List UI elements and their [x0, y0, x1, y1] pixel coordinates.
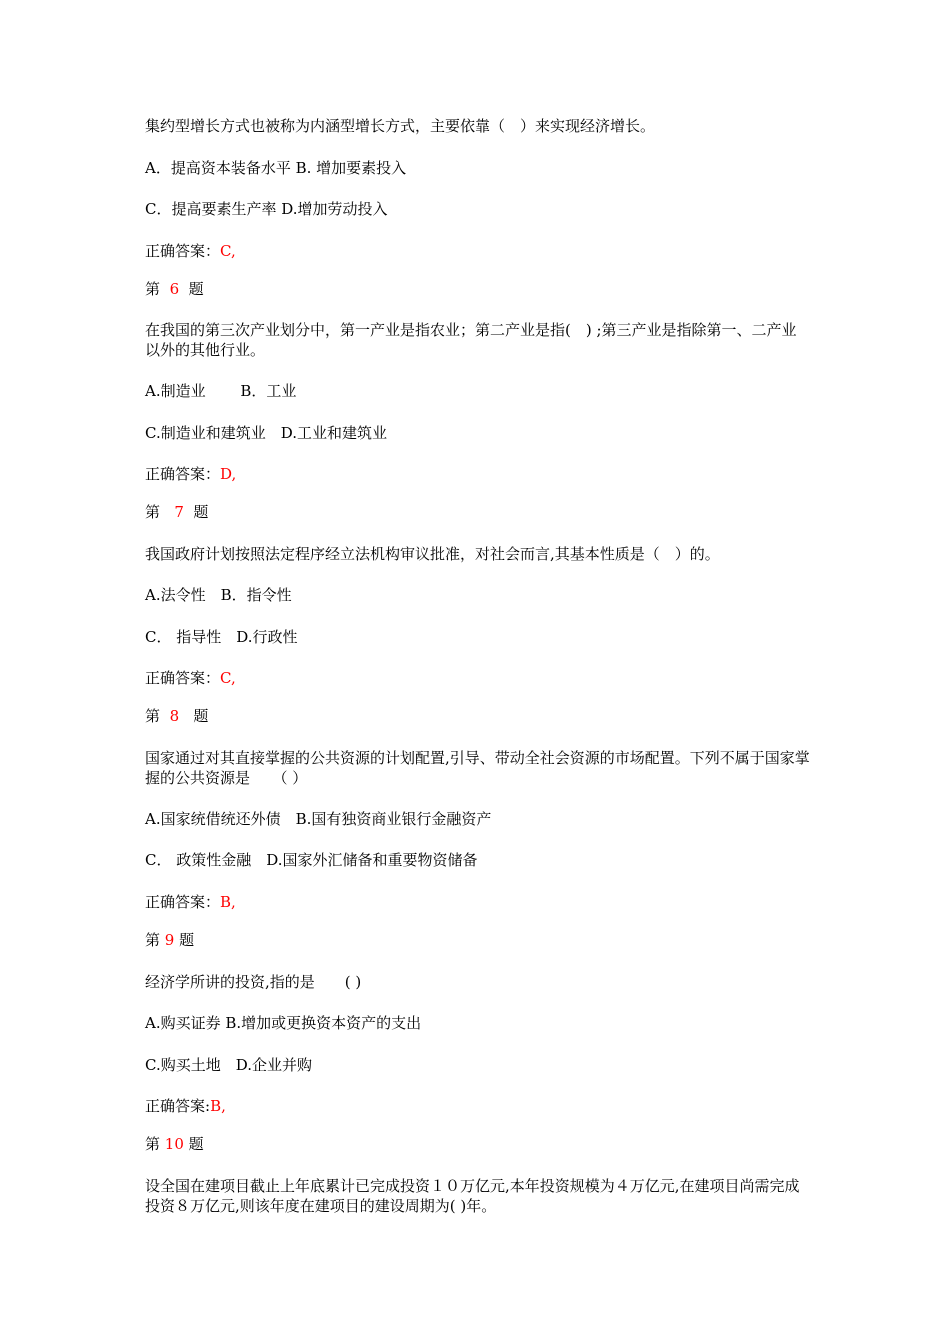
- answer-value: C,: [220, 242, 236, 260]
- answer-value: C,: [220, 669, 236, 687]
- question-number: 9: [164, 931, 175, 949]
- question-6-header: [145, 279, 204, 299]
- question-9-options-2: C.购买土地 D.企业并购: [145, 1056, 312, 1074]
- question-9-header: [145, 930, 194, 950]
- question-5-options-1: A．提高资本装备水平 B. 增加要素投入: [145, 159, 407, 177]
- question-5-options-2: C．提高要素生产率 D.增加劳动投入: [145, 200, 388, 218]
- header-suffix: 题: [193, 707, 209, 725]
- question-6-answer: [145, 464, 236, 484]
- answer-label: 正确答案：: [145, 242, 221, 260]
- question-10-stem: 设全国在建项目截止上年底累计已完成投资１０万亿元,本年投资规模为４万亿元,在建项目尚需完成投资８万亿元,则该年度在建项目的建设周期为( )年。: [145, 1177, 800, 1215]
- question-8-options-1: A.国家统借统还外债 B.国有独资商业银行金融资产: [145, 810, 492, 828]
- answer-label: 正确答案：: [145, 669, 221, 687]
- header-prefix: 第: [145, 1135, 161, 1153]
- question-7-header: [145, 502, 208, 522]
- header-prefix: 第: [145, 503, 161, 521]
- question-7-answer: [145, 668, 236, 688]
- answer-label: 正确答案：: [145, 465, 221, 483]
- answer-label: 正确答案：: [145, 893, 221, 911]
- question-7-options-1: A.法令性 B．指令性: [145, 586, 292, 604]
- question-number: 10: [164, 1135, 184, 1153]
- question-5-stem: 集约型增长方式也被称为内涵型增长方式，主要依靠（ ）来实现经济增长。: [145, 117, 656, 135]
- answer-label: 正确答案:: [145, 1097, 211, 1115]
- answer-value: B,: [220, 893, 236, 911]
- question-6-options-1: A.制造业 B．工业: [145, 382, 297, 400]
- question-7-stem: 我国政府计划按照法定程序经立法机构审议批准，对社会而言,其基本性质是（ ）的。: [145, 545, 720, 563]
- header-suffix: 题: [188, 280, 204, 298]
- question-8-options-2: C． 政策性金融 D.国家外汇储备和重要物资储备: [145, 851, 478, 869]
- answer-value: B,: [210, 1097, 226, 1115]
- question-9-stem: 经济学所讲的投资,指的是 ( ): [145, 973, 362, 991]
- header-prefix: 第: [145, 707, 161, 725]
- question-number: 7: [174, 503, 184, 521]
- question-10-header: [145, 1134, 204, 1154]
- question-7-options-2: C． 指导性 D.行政性: [145, 628, 298, 646]
- header-suffix: 题: [193, 503, 209, 521]
- question-5-answer: [145, 241, 236, 261]
- question-8-stem: 国家通过对其直接掌握的公共资源的计划配置,引导、带动全社会资源的市场配置。下列不属于国家掌握的公共资源是 （ ）: [145, 749, 810, 787]
- question-9-options-1: A.购买证券 B.增加或更换资本资产的支出: [145, 1014, 422, 1032]
- question-9-answer: [145, 1096, 226, 1116]
- question-number: 8: [169, 707, 180, 725]
- answer-value: D,: [220, 465, 237, 483]
- question-6-options-2: C.制造业和建筑业 D.工业和建筑业: [145, 424, 387, 442]
- header-prefix: 第: [145, 280, 161, 298]
- header-suffix: 题: [179, 931, 195, 949]
- question-8-header: [145, 706, 208, 726]
- question-number: 6: [169, 280, 180, 298]
- question-8-answer: [145, 892, 236, 912]
- header-suffix: 题: [188, 1135, 204, 1153]
- header-prefix: 第: [145, 931, 161, 949]
- question-6-stem: 在我国的第三次产业划分中，第一产业是指农业；第二产业是指( ) ;第三产业是指除第一、二产业以外的其他行业。: [145, 321, 797, 359]
